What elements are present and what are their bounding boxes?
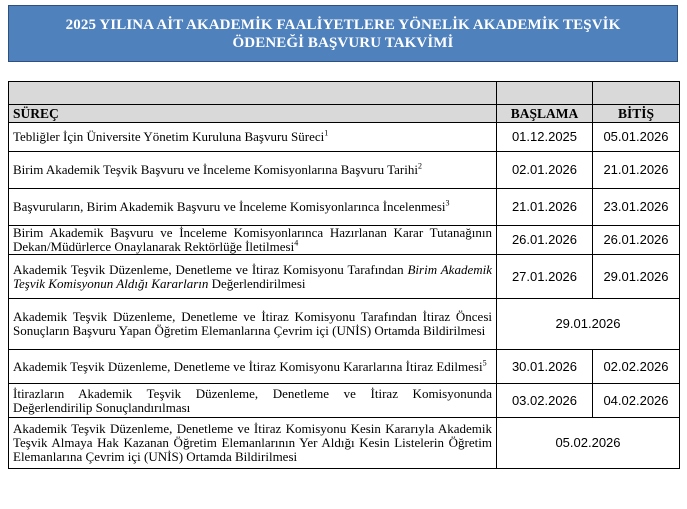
table-row [9,350,680,384]
start-date: 26.01.2026 [497,226,593,255]
start-date: 03.02.2026 [497,384,593,418]
process-cell: Akademik Teşvik Düzenleme, Denetleme ve İtiraz Komisyonu Tarafından İtiraz Öncesi Sonuçların Başvuru Yapan Öğretim Elemanlarına Çevrim içi (UNİS) Ortamda Bildirilmesi [9,299,497,350]
table-row [9,255,680,299]
table-row [9,418,680,469]
process-cell: Akademik Teşvik Düzenleme, Denetleme ve İtiraz Komisyonu Tarafından Birim Akademik Teşvik Komisyonun Aldığı Kararların Değerlendirilmesi [9,255,497,299]
footnote-marker: 5 [482,358,487,368]
header-start: BAŞLAMA [497,105,593,123]
end-date: 29.01.2026 [593,255,680,299]
spacer-cell [593,82,680,105]
process-cell: Başvuruların, Birim Akademik Başvuru ve İnceleme Komisyonlarınca İncelenmesi$^3$ [9,189,497,226]
footnote-marker: 3 [445,198,450,208]
table-row [9,123,680,152]
process-cell: Birim Akademik Teşvik Başvuru ve İnceleme Komisyonlarına Başvuru Tarihi$^2$ [9,152,497,189]
page-title [66,16,621,52]
table-row [9,384,680,418]
italic-phrase: Birim Akademik Teşvik Komisyonun Aldığı Kararların [13,261,492,291]
table-header-row [9,105,680,123]
start-date: 27.01.2026 [497,255,593,299]
start-date: 02.01.2026 [497,152,593,189]
end-date: 23.01.2026 [593,189,680,226]
table-row [9,226,680,255]
single-date: 05.02.2026 [497,418,680,469]
start-date: 30.01.2026 [497,350,593,384]
table-row [9,152,680,189]
table-row [9,299,680,350]
end-date: 21.01.2026 [593,152,680,189]
end-date: 04.02.2026 [593,384,680,418]
spacer-cell [497,82,593,105]
start-date: 01.12.2025 [497,123,593,152]
process-cell: Tebliğler İçin Üniversite Yönetim Kuruluna Başvuru Süreci$^1$ [9,123,497,152]
application-calendar-table [8,81,680,469]
end-date: 02.02.2026 [593,350,680,384]
end-date: 05.01.2026 [593,123,680,152]
single-date: 29.01.2026 [497,299,680,350]
header-end: BİTİŞ [593,105,680,123]
end-date: 26.01.2026 [593,226,680,255]
header-spacer-row [9,82,680,105]
process-cell: Akademik Teşvik Düzenleme, Denetleme ve İtiraz Komisyonu Kesin Kararıyla Akademik Teşvik Almaya Hak Kazanan Öğretim Elemanlarının Yer Aldığı Kesin Listelerin Öğretim Elemanlarına Çevrim içi (UNİS) Ortamda Bildirilmesi [9,418,497,469]
title-line-2: ÖDENEĞİ BAŞVURU TAKVİMİ [232,34,454,51]
table-row [9,189,680,226]
footnote-marker: 1 [324,128,329,138]
start-date: 21.01.2026 [497,189,593,226]
title-banner [8,5,678,62]
process-cell: Akademik Teşvik Düzenleme, Denetleme ve İtiraz Komisyonu Kararlarına İtiraz Edilmesi$^5$ [9,350,497,384]
process-cell: İtirazların Akademik Teşvik Düzenleme, Denetleme ve İtiraz Komisyonunda Değerlendirilip Sonuçlandırılması [9,384,497,418]
process-cell: Birim Akademik Başvuru ve İnceleme Komisyonlarınca Hazırlanan Karar Tutanağının Dekan/Müdürlerce Onaylanarak Rektörlüğe İletilmesi$^4$ [9,226,497,255]
spacer-cell [9,82,497,105]
footnote-marker: 4 [294,238,299,248]
header-process: SÜREÇ [9,105,497,123]
title-line-1: 2025 YILINA AİT AKADEMİK FAALİYETLERE YÖNELİK AKADEMİK TEŞVİK [65,16,621,33]
footnote-marker: 2 [417,161,422,171]
